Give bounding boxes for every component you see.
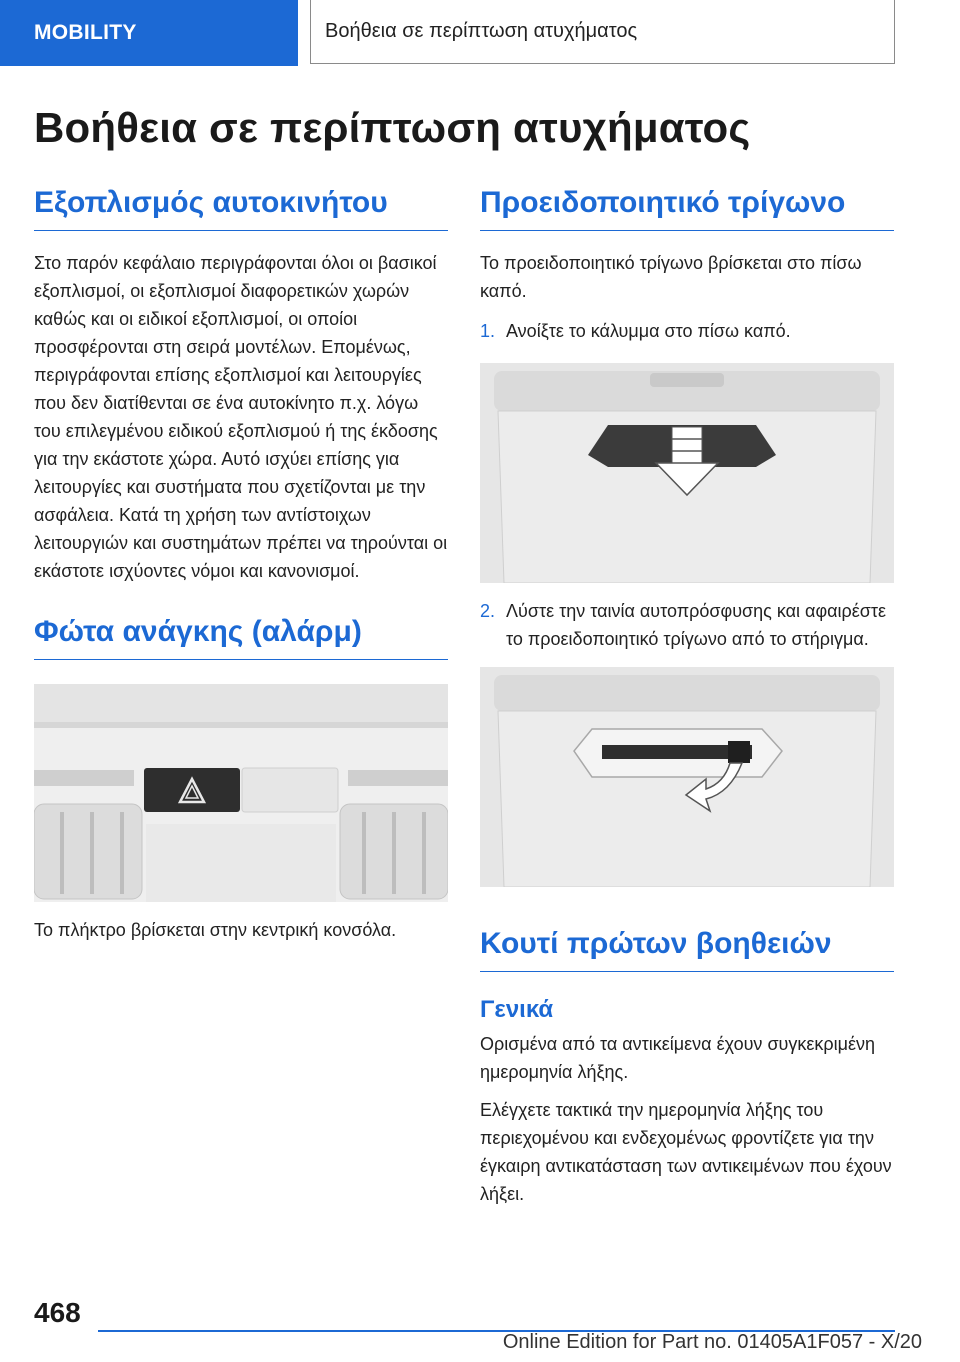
step-number: 1. (480, 321, 496, 341)
hazard-heading: Φώτα ανάγκης (αλάρμ) (34, 615, 448, 660)
page-number: 468 (34, 1297, 81, 1328)
edition-note: Online Edition for Part no. 01405A1F057 - X/20 (502, 1331, 922, 1353)
general-subheading: Γενικά (480, 996, 554, 1023)
equipment-heading: Εξοπλισμός αυτοκινήτου (34, 186, 448, 231)
first-aid-p1: Ορισμένα από τα αντικείμενα έχουν συγκεκριμένη ημερομηνία λήξης. (480, 1034, 876, 1082)
hazard-button (144, 768, 240, 812)
equipment-text: Στο παρόν κεφάλαιο περιγράφονται όλοι οι βασικοί εξοπλισμοί, οι εξοπλισμοί διαφορετικών χωρών καθώς και οι ειδικοί εξοπλισμοί, οι οποίοι προσφέρονται στη σειρά μοντέλων. Επομένως, περιγράφονται επίσης εξοπλισμοί και λειτουργίες που δεν διατίθενται σε ένα αυτοκίνητο π.χ. λόγω του επιλεγμένου ειδικού εξοπλισμού ή της έκδοσης για την εκάστοτε χώρα. Αυτό ισχύει επίσης για λειτουργίες και συστήματα που σχετίζονται με την ασφάλεια. Κατά τη χρήση των αντίστοιχων λειτουργιών και συστημάτων πρέπει να τηρούνται οι εκάστοτε ισχύοντες νόμοι και κανονισμοί. (34, 253, 448, 581)
step-2 (480, 597, 894, 653)
step-text: Ανοίξτε το κάλυμμα στο πίσω καπό. (506, 321, 791, 341)
right-column (480, 186, 894, 1208)
section-tab[interactable]: MOBILITY (0, 0, 298, 66)
triangle-heading: Προειδοποιητικό τρίγωνο (480, 186, 894, 231)
page-title: Βοήθεια σε περίπτωση ατυχήματος (34, 104, 751, 151)
left-column (34, 186, 448, 944)
first-aid-p2: Ελέγχετε τακτικά την ημερομηνία λήξης του περιεχομένου και ενδεχομένως φροντίζετε για την έγκαιρη αντικατάσταση των αντικειμένων που έχουν λήξει. (480, 1100, 892, 1204)
hazard-caption: Το πλήκτρο βρίσκεται στην κεντρική κονσόλα. (34, 920, 397, 940)
triangle-holder-figure (480, 667, 894, 887)
hazard-switch-figure (34, 684, 448, 902)
triangle-intro: Το προειδοποιητικό τρίγωνο βρίσκεται στο πίσω καπό. (480, 253, 862, 301)
first-aid-heading: Κουτί πρώτων βοηθειών (480, 927, 894, 972)
step-text: Λύστε την ταινία αυτοπρόσφυσης και αφαιρέστε το προειδοποιητικό τρίγωνο από το στήριγμα. (506, 601, 887, 649)
step-1 (480, 317, 894, 345)
step-number: 2. (480, 601, 496, 621)
tailgate-cover-figure (480, 363, 894, 583)
breadcrumb: Βοήθεια σε περίπτωση ατυχήματος (310, 0, 895, 64)
